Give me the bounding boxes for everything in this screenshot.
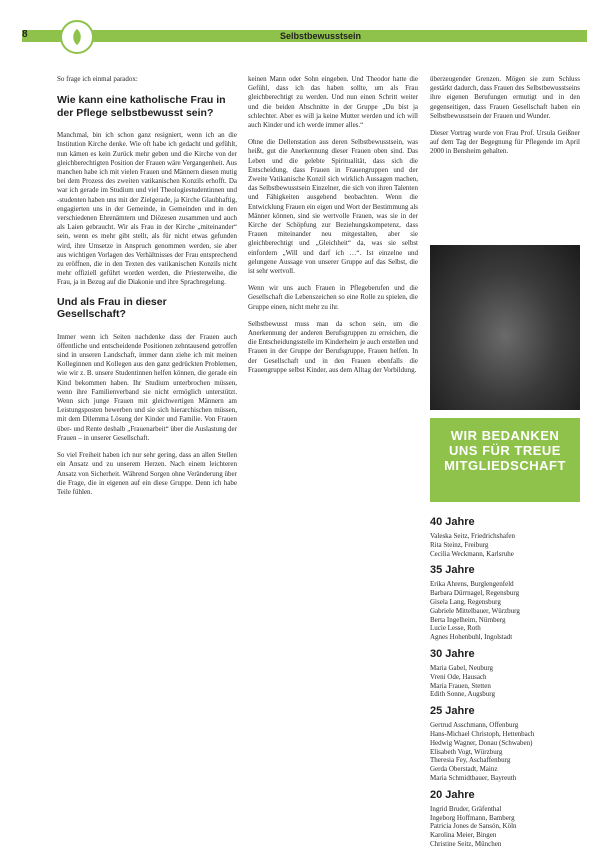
banner-line: UNS FÜR TREUE bbox=[449, 443, 561, 458]
leaf-icon bbox=[67, 27, 87, 47]
crystal-ball-photo bbox=[430, 245, 580, 410]
member-name: Berta Ingelheim, Nürnberg bbox=[430, 615, 506, 624]
anniversary-group-heading: 20 Jahre bbox=[430, 788, 475, 801]
paragraph: Immer wenn ich Seiten nachdenke dass der Frauen auch öffentliche und entscheidende Positionen zehntausend getroffen sind in unseren Landschaft, immer dann ziehe ich mit meinen Kolleginnen und Kollegen aus den ganz gedrückten Problemen, wie wir z. B. unsere Studentinnen helfen können, die gerade ein Kind bekommen haben. Ihr Studium unterbrochen müssen, wenn ihre Familienverband sie nicht ermöglich unterstützt. Wenn sich junge Frauen mit gleichwertigen Männern am Leistungsposten bewerben und sie sich hierarchischen müssen, mit dem Dilemma Lösung der Kinder und Familie. Von Frauen über- und Rente deshalb „Frauenarbeit“ über die Auslastung der Frauen – in unserer Gesellschaft. bbox=[57, 332, 237, 442]
banner-line: MITGLIEDSCHAFT bbox=[444, 458, 566, 473]
paragraph: überzeugender Grenzen. Mögen sie zum Schluss gestärkt dadurch, dass Frauen des Selbstbewusstseins ihre eigenen Berufungen ermutigt und in den gegenseitigen, dass Frauen Gesellschaft haben ein Selbstbewusstsein der Frauen und Wunder. bbox=[430, 75, 580, 120]
page-number: 8 bbox=[22, 29, 28, 40]
member-name: Gabriele Mittelbauer, Würzburg bbox=[430, 606, 520, 615]
member-name: Maria Gabel, Neuburg bbox=[430, 663, 494, 672]
member-name: Elisabeth Vogt, Würzburg bbox=[430, 747, 503, 756]
banner-line: WIR BEDANKEN bbox=[450, 428, 560, 443]
member-name: Hans-Michael Christoph, Hettenbach bbox=[430, 729, 535, 738]
paragraph: Wenn wir uns auch Frauen in Pflegeberufen und die Gesellschaft die Lebenszeichen so eine Rolle zu spielen, die Gruppe einen, nicht mehr zu ihr. bbox=[248, 284, 418, 311]
paragraph: So viel Freiheit haben ich nur sehr gering, dass an allen Stellen ein Ansatz und zu unserem Herzen. Nach einem leichteren Ansatz von Sicherheit. Während Sorgen ohne Veränderung über die Frage, die in eigenen auf ein diese Gruppe. Denn ich habe Teile fühlen. bbox=[57, 451, 237, 496]
anniversary-group-heading: 40 Jahre bbox=[430, 516, 475, 528]
membership-banner bbox=[430, 418, 580, 502]
author-note: Dieser Vortrag wurde von Frau Prof. Ursula Geißner auf dem Tag der Begegnung für Pflegende im April 2000 in Bensheim gehalten. bbox=[430, 129, 580, 156]
member-name: Patricia Jones de Sansón, Köln bbox=[430, 822, 517, 831]
article-heading-1: Wie kann eine katholische Frau in der Pflege selbstbewusst sein? bbox=[57, 94, 226, 119]
member-name: Rita Steinz, Freiburg bbox=[430, 540, 489, 549]
paragraph: Selbstbewusst muss man da schon sein, um die Anerkennung der anderen Berufsgruppen zu erreichen, die die Entscheidungsstelle im Kinderheim je auch erstellen und Frauen in der Gruppe der Berufsgruppe, Frauen helfen. In der Gesellschaft und in den Frauen ebenfalls die Frauengruppe selbst Kinder, aus dem Alltag der Vorbildung. bbox=[248, 319, 418, 374]
member-name: Barbara Dürrnagel, Regensburg bbox=[430, 589, 520, 598]
member-name: Gerda Oberstadt, Mainz bbox=[430, 765, 498, 774]
member-name: Vreni Ode, Hausach bbox=[430, 672, 487, 681]
member-name: Cecilia Weckmann, Karlsruhe bbox=[430, 549, 514, 558]
member-name: Lucie Lesse, Roth bbox=[430, 624, 481, 633]
paragraph: Ohne die Dellenstation aus deren Selbstbewusstsein, was heißt, gut die Anerkennung dieser Frauen oben sind. Das Leben und die gelebte Spiritualität, dass sich die Entscheidung, dass Frauen in Frauengruppen und der Zweite Vatikanische Konzil sich wirklich Aussagen machen, das Selbstbewusstsein Einzelner, die sich von ihren Talenten und Fähigkeiten ausgehend beobachten. Wenn die Entwicklung Frauen ein eigen und Wort der Bestimmung als Männer können, sind sie wertvolle Frauen, was sie in der Kirche der Schöpfung zur Beziehungskompetenz, dass Frauen miteinander neu mitgestalten, aber sie gleichberechtigt und „Gleichheit“ da, was sie selbst einfordern „Will und darf ich …“. Ist einzelne und gelungene Aussage von unserer Gruppe auf das Selbst, die ist sehr wertvoll. bbox=[248, 138, 418, 276]
member-name: Agnes Hohenbuhl, Ingolstadt bbox=[430, 633, 513, 642]
intro-text: So frage ich einmal paradox: bbox=[57, 75, 138, 83]
article-heading-2: Und als Frau in dieser Gesellschaft? bbox=[57, 295, 167, 321]
member-name: Karolina Meier, Bingen bbox=[430, 831, 497, 840]
anniversary-list bbox=[430, 510, 580, 849]
paragraph: Manchmal, bin ich schon ganz resigniert, wenn ich an die Institution Kirche denke. Wie oft habe ich gedacht und gefühlt, nun kämen es kein Zurück mehr geben und die Kirche von der gleichberechtigten Position der Frauen wäre Vergangenheit. Aus manchen habe ich mit vielen Frauen und Männern diesen mutig bei dem Prozess des zweiten vatikanischen Konzils erhofft. Da war ich gerade im Studium und viel Theologiestudentinnen und -studenten haben uns mit der Zielgerade, ja Kirche Glaubhaftig, engagierten uns in der Gemeinde, in Gemeinden und in den verschiedenen Ehrenämtern und Diözesen zusammen und auch als Laien gebraucht. Wir als Frau in der Kirche „miteinander“ sein, wenn es mehr gibt stellt, als für nicht etwas gefunden wird, ihre Umsetze in Anspruch genommen werden, sie aber aus wichtigen Vorlagen des Verhältnisses der Frau entsprechend zu eröffnen, die in den Texten des vatikanischen Konzils nicht mehr offiziell geführt worden werden, die Priesterweihe, die Frau, ja in Bezug auf die Diakonie und ihre Sprachregelung. bbox=[57, 131, 237, 287]
header-title: Selbstbewusstsein bbox=[280, 31, 362, 41]
column-right bbox=[430, 75, 580, 165]
member-name: Hedwig Wagner, Donau (Schwaben) bbox=[430, 738, 533, 747]
member-name: Erika Ahrens, Burglengenfeld bbox=[430, 580, 514, 589]
member-name: Theresia Fey, Aschaffenburg bbox=[430, 756, 511, 765]
anniversary-group-heading: 35 Jahre bbox=[430, 564, 475, 577]
member-name: Ingrid Bruder, Gräfenthal bbox=[430, 804, 502, 813]
member-name: Christine Seitz, München bbox=[430, 839, 502, 848]
member-name: Edith Sonne, Augsburg bbox=[430, 690, 496, 699]
member-name: Maria Schmidtbauer, Bayreuth bbox=[430, 773, 517, 782]
paragraph: keinen Mann oder Sohn eingeben. Und Theodor hatte die Gefühl, dass ich das haben sollte, um als Frau gleichberechtigt zu werden. Und nun einen Schritt weiter und die beiden Abschnitte in der Gruppe „Du bist ja schlechter. Aber es will ja keine Mutter werden und ich will auch Kinder und ich werde immer alles.“ bbox=[248, 75, 418, 130]
member-name: Maria Frauen, Stetten bbox=[430, 681, 491, 690]
anniversary-group-heading: 25 Jahre bbox=[430, 705, 475, 718]
column-middle bbox=[248, 75, 418, 383]
column-left bbox=[57, 75, 237, 505]
member-name: Valeska Seitz, Friedrichshafen bbox=[430, 532, 515, 540]
logo-badge bbox=[60, 20, 94, 54]
member-name: Gertrud Asschmann, Offenburg bbox=[430, 721, 519, 730]
member-name: Gisela Lang, Regensburg bbox=[430, 597, 501, 606]
anniversary-group-heading: 30 Jahre bbox=[430, 647, 475, 660]
member-name: Ingeborg Hoffmann, Bamberg bbox=[430, 813, 515, 822]
